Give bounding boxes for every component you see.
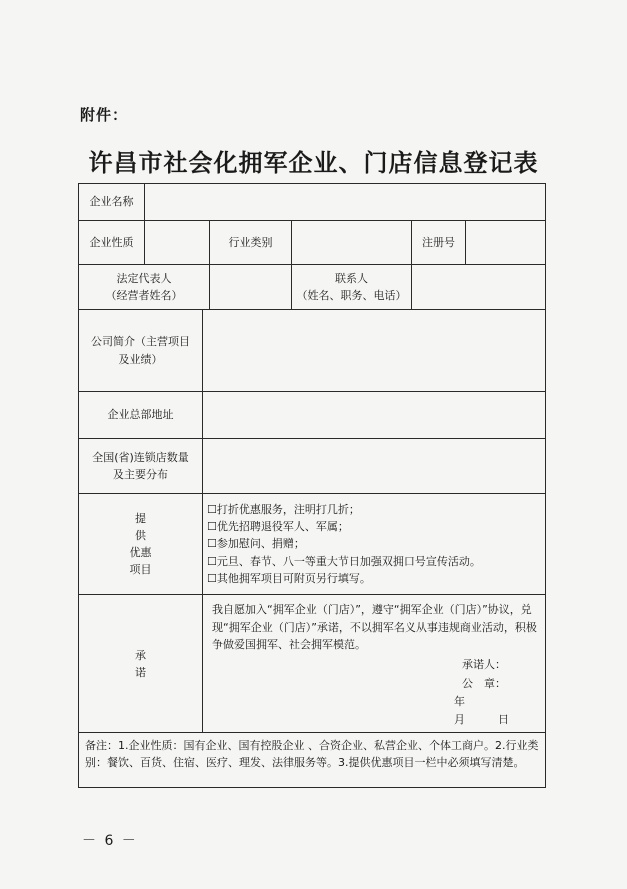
registration-form — [78, 183, 546, 788]
intro-field[interactable] — [203, 310, 546, 392]
pledge-label: 承 诺 — [79, 595, 203, 733]
legal-rep-subtitle: （经营者姓名） — [105, 289, 183, 302]
date-month: 月 — [454, 712, 465, 726]
intro-label-line1: 公司简介（主营项目 — [91, 335, 190, 349]
preferential-item-hiring[interactable]: ☐优先招聘退役军人、军属； — [207, 520, 349, 534]
contact-field[interactable] — [412, 265, 546, 310]
registration-label: 注册号 — [412, 221, 466, 265]
chain-field[interactable] — [203, 439, 546, 494]
contact-subtitle: （姓名、职务、电话） — [296, 289, 407, 302]
legal-rep-title: 法定代表人 — [116, 271, 172, 285]
pledge-date — [454, 693, 537, 728]
pledge-content — [203, 595, 546, 733]
company-name-field[interactable] — [145, 184, 546, 221]
contact-label — [292, 265, 412, 310]
preferential-item-other[interactable]: ☐其他拥军项目可附页另行填写。 — [207, 571, 371, 585]
preferential-item-donation[interactable]: ☐参加慰问、捐赠； — [207, 537, 305, 551]
preferential-item-holiday[interactable]: ☐元旦、春节、八一等重大节日加强双拥口号宣传活动。 — [207, 554, 481, 568]
registration-field[interactable] — [466, 221, 546, 265]
pledger-label: 承诺人： — [462, 657, 506, 671]
company-name-label: 企业名称 — [79, 184, 145, 221]
pledge-text: 我自愿加入“拥军企业（门店）”，遵守“拥军企业（门店）”协议，兑现“拥军企业（门店）”承诺，不以拥军名义从事违规商业活动，积极争做爱国拥军、社会拥军模范。 — [212, 603, 537, 652]
date-day: 日 — [498, 712, 509, 726]
address-label: 企业总部地址 — [79, 392, 203, 439]
industry-field[interactable] — [292, 221, 412, 265]
intro-label — [79, 310, 203, 392]
seal-label: 公 章： — [462, 677, 506, 691]
industry-label: 行业类别 — [210, 221, 292, 265]
preferential-items — [203, 494, 546, 595]
notes: 备注：1.企业性质：国有企业、国有控股企业 、合资企业、私营企业、个体工商户。2.行业类别：餐饮、百货、住宿、医疗、理发、法律服务等。3.提供优惠项目一栏中必须填写清楚。 — [79, 733, 546, 788]
address-field[interactable] — [203, 392, 546, 439]
page-number: － 6 － — [82, 833, 138, 849]
chain-label — [79, 439, 203, 494]
chain-label-line2: 及主要分布 — [113, 468, 168, 481]
legal-rep-field[interactable] — [210, 265, 292, 310]
attachment-label: 附件： — [80, 106, 129, 124]
date-year: 年 — [454, 694, 465, 708]
company-nature-field[interactable] — [145, 221, 210, 265]
contact-title: 联系人 — [335, 271, 368, 285]
chain-label-line1: 全国(省)连锁店数量 — [92, 450, 189, 464]
preferential-label: 提 供 优惠 项目 — [79, 494, 203, 595]
company-nature-label: 企业性质 — [79, 221, 145, 265]
intro-label-line2: 及业绩） — [118, 352, 163, 366]
legal-rep-label — [79, 265, 210, 310]
form-title: 许昌市社会化拥军企业、门店信息登记表 — [88, 148, 539, 177]
preferential-item-discount[interactable]: ☐打折优惠服务，注明打几折； — [207, 503, 360, 517]
